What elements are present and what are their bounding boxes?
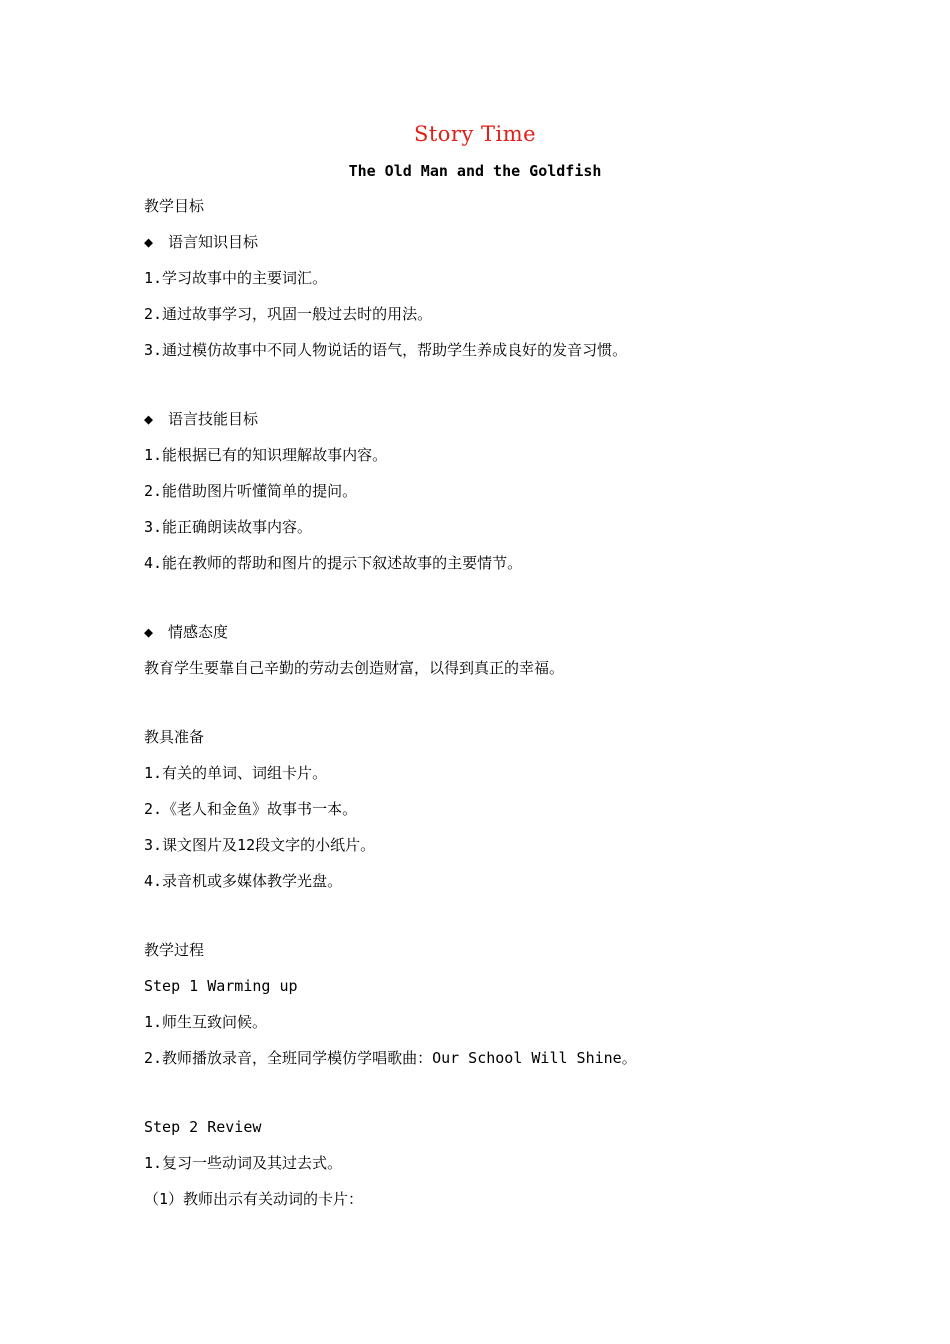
diamond-bullet-icon: ◆ xyxy=(144,233,154,251)
document-title: Story Time xyxy=(413,122,537,146)
section-heading-objectives: 教学目标 xyxy=(144,197,205,215)
list-item: 4.能在教师的帮助和图片的提示下叙述故事的主要情节。 xyxy=(144,554,523,572)
subsection-knowledge xyxy=(144,232,258,252)
step-heading: Step 2 Review xyxy=(144,1118,262,1136)
list-item: 2.教师播放录音，全班同学模仿学唱歌曲：Our School Will Shine。 xyxy=(144,1049,637,1067)
list-item: 2.通过故事学习，巩固一般过去时的用法。 xyxy=(144,305,433,323)
list-item: 1.师生互致问候。 xyxy=(144,1013,268,1031)
list-item: 教育学生要靠自己辛勤的劳动去创造财富，以得到真正的幸福。 xyxy=(144,659,565,677)
list-item: 3.课文图片及12段文字的小纸片。 xyxy=(144,836,376,854)
section-heading-materials: 教具准备 xyxy=(144,728,205,746)
diamond-bullet-icon: ◆ xyxy=(144,410,154,428)
list-item: 2.能借助图片听懂简单的提问。 xyxy=(144,482,358,500)
subsection-attitude xyxy=(144,622,228,642)
section-heading-process: 教学过程 xyxy=(144,941,205,959)
list-item: 4.录音机或多媒体教学光盘。 xyxy=(144,872,343,890)
list-item: 2.《老人和金鱼》故事书一本。 xyxy=(144,800,358,818)
diamond-bullet-icon: ◆ xyxy=(144,623,154,641)
subsection-heading: 情感态度 xyxy=(168,623,229,641)
list-item: （1）教师出示有关动词的卡片： xyxy=(144,1190,364,1208)
subsection-heading: 语言知识目标 xyxy=(168,233,259,251)
list-item: 1.能根据已有的知识理解故事内容。 xyxy=(144,446,388,464)
list-item: 1.学习故事中的主要词汇。 xyxy=(144,269,328,287)
subsection-skills xyxy=(144,409,258,429)
document-subtitle: The Old Man and the Goldfish xyxy=(348,162,602,180)
list-item: 1.复习一些动词及其过去式。 xyxy=(144,1154,343,1172)
list-item: 3.通过模仿故事中不同人物说话的语气，帮助学生养成良好的发音习惯。 xyxy=(144,341,628,359)
step-heading: Step 1 Warming up xyxy=(144,977,298,995)
subsection-heading: 语言技能目标 xyxy=(168,410,259,428)
list-item: 3.能正确朗读故事内容。 xyxy=(144,518,313,536)
list-item: 1.有关的单词、词组卡片。 xyxy=(144,764,328,782)
